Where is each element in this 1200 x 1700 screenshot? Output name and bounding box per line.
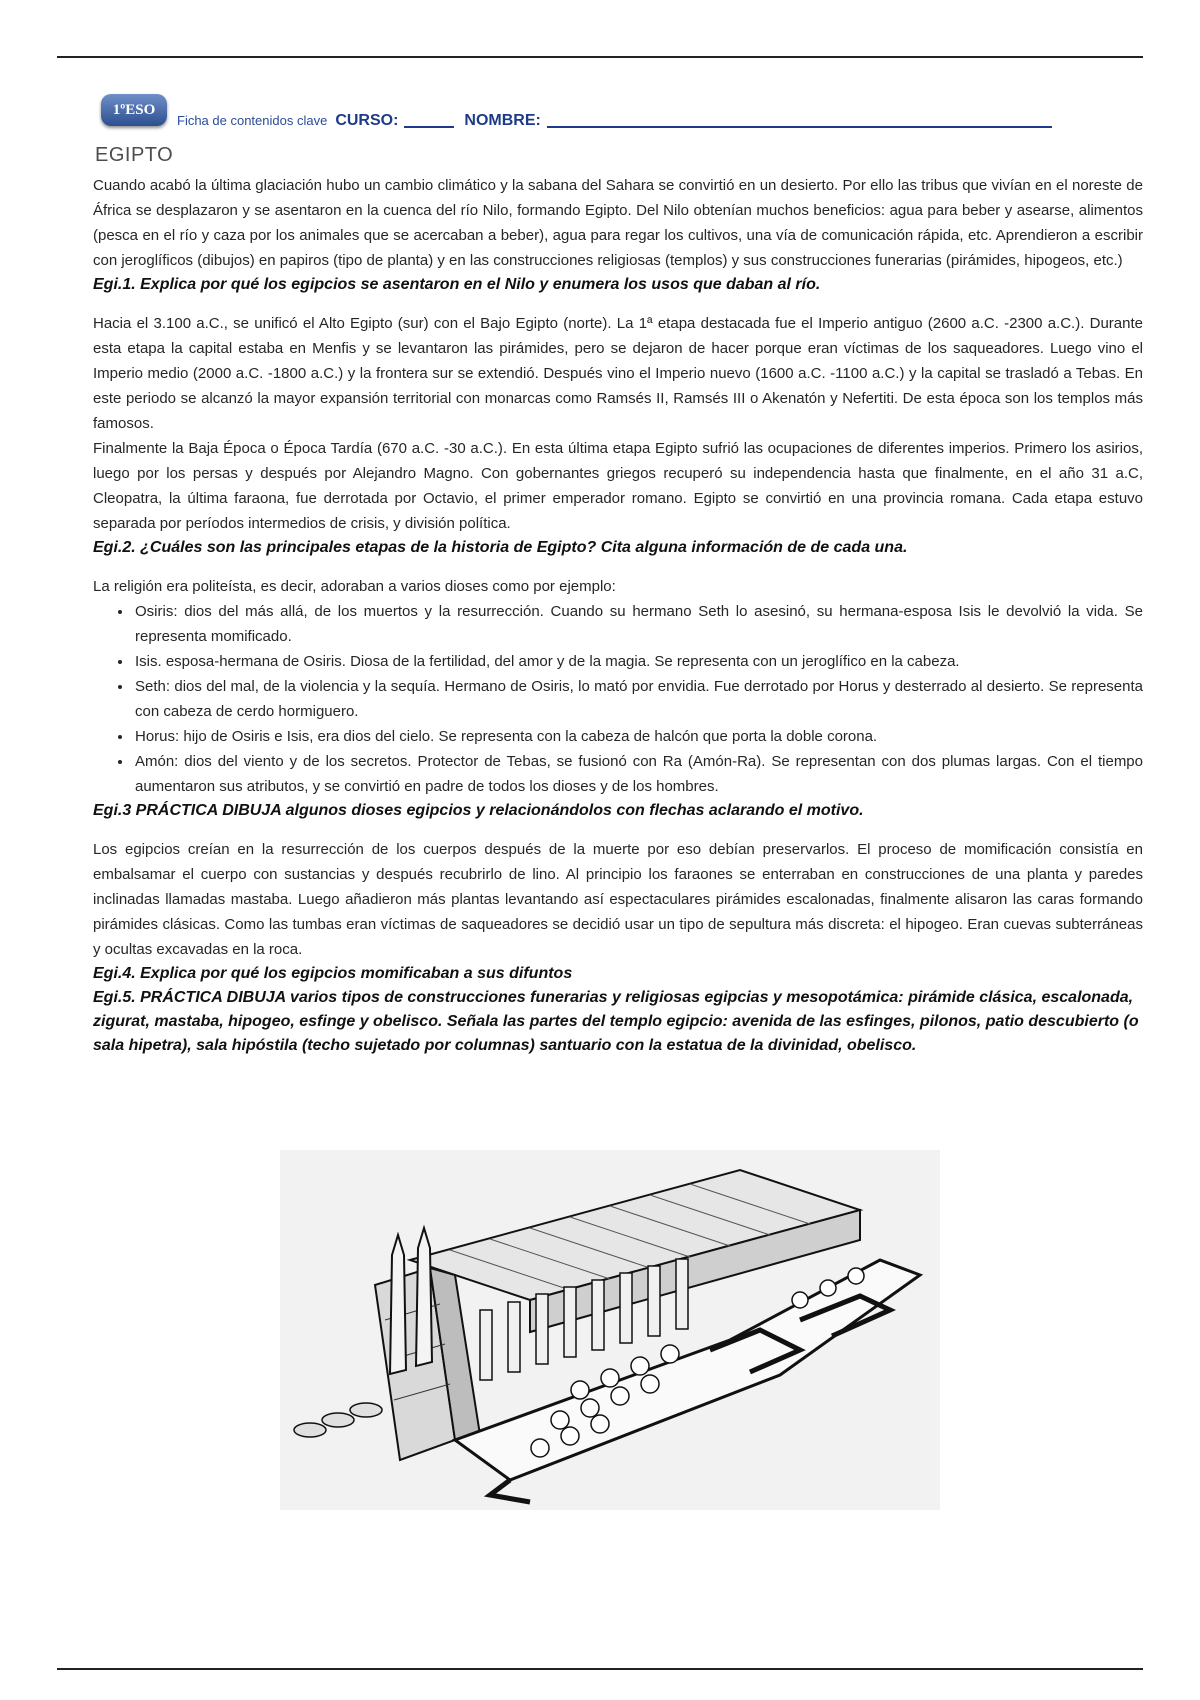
question-egi-3: Egi.3 PRÁCTICA DIBUJA algunos dioses egipcios y relacionándolos con flechas aclarando el motivo.: [93, 802, 864, 819]
nombre-label: NOMBRE:: [464, 112, 541, 129]
nombre-blank-field[interactable]: [547, 112, 1052, 128]
course-badge: 1ºESO: [101, 94, 167, 126]
history-paragraph-1: Hacia el 3.100 a.C., se unificó el Alto Egipto (sur) con el Bajo Egipto (norte). La 1ª etapa destacada fue el Imperio antiguo (2600 a.C. -2300 a.C.). Durante esta etapa la capital estaba en Menfis y se levantaron las pirámides, pero se dejaron de hacer porque eran víctimas de los saqueadores. Luego vino el Imperio medio (2000 a.C. -1800 a.C.) y la frontera sur se extendió. Después vino el Imperio nuevo (1600 a.C. -1100 a.C.) y la capital se trasladó a Tebas. En este periodo se alcanzó la mayor expansión territorial con monarcas como Ramsés II, Ramsés III o Akenatón y Nefertiti. De esta época son los templos más famosos.: [93, 315, 1143, 432]
bottom-rule: [57, 1668, 1143, 1670]
list-item-horus: • Horus: hijo de Osiris e Isis, era dios del cielo. Se representa con la cabeza de halcón que porta la doble corona.: [133, 724, 1143, 749]
question-egi-1: Egi.1. Explica por qué los egipcios se asentaron en el Nilo y enumera los usos que daban al río.: [93, 276, 821, 293]
list-item-osiris: • Osiris: dios del más allá, de los muertos y la resurrección. Cuando su hermano Seth lo asesinó, su hermana-esposa Isis le devolvió la vida. Se representa momificado.: [133, 599, 1143, 649]
ficha-label: Ficha de contenidos clave: [177, 113, 328, 128]
list-item-amon: • Amón: dios del viento y de los secretos. Protector de Tebas, se fusionó con Ra (Amón-Ra). Se representan con dos plumas largas. Con el tiempo aumentaron sus atributos, y se convirtió en padre de todos los dioses y de los hombres.: [133, 749, 1143, 799]
worksheet-header: [93, 90, 1143, 136]
curso-label: CURSO:: [335, 112, 399, 129]
question-egi-5: Egi.5. PRÁCTICA DIBUJA varios tipos de construcciones funerarias y religiosas egipcias y mesopotámica: pirámide clásica, escalonada, zigurat, mastaba, hipogeo, esfinge y obelisco. Señala las partes del templo egipcio: avenida de las esfinges, pilonos, patio descubierto (o sala hipetra), sala hipóstila (techo sujetado por columnas) santuario con la estatua de la divinidad, obelisco.: [93, 989, 1139, 1054]
worksheet-page: [93, 90, 1143, 1072]
temple-cutaway-drawing: [280, 1150, 940, 1510]
question-egi-4: Egi.4. Explica por qué los egipcios momificaban a sus difuntos: [93, 965, 573, 982]
question-egi-2: Egi.2. ¿Cuáles son las principales etapas de la historia de Egipto? Cita alguna información de de cada una.: [93, 539, 908, 556]
gods-list: [93, 599, 1143, 799]
intro-paragraph: Cuando acabó la última glaciación hubo un cambio climático y la sabana del Sahara se convirtió en un desierto. Por ello las tribus que vivían en el noreste de África se desplazaron y se asentaron en la cuenca del río Nilo, formando Egipto. Del Nilo obtenían muchos beneficios: agua para beber y asearse, alimentos (pesca en el río y caza por los animales que se acercaban a beber), agua para regar los cultivos, una vía de comunicación rápida, etc. Aprendieron a escribir con jeroglíficos (dibujos) en papiros (tipo de planta) y en las construcciones religiosas (templos) y sus construcciones funerarias (pirámides, hipogeos, etc.): [93, 177, 1143, 269]
top-rule: [57, 56, 1143, 58]
list-item-seth: • Seth: dios del mal, de la violencia y la sequía. Hermano de Osiris, lo mató por envidia. Fue derrotado por Horus y desterrado al desierto. Se representa con cabeza de cerdo hormiguero.: [133, 674, 1143, 724]
history-paragraph-2: Finalmente la Baja Época o Época Tardía (670 a.C. -30 a.C.). En esta última etapa Egipto sufrió las ocupaciones de diferentes imperios. Primero los asirios, luego por los persas y después por Alejandro Magno. Con gobernantes griegos recuperó su independencia hasta que finalmente, en el año 31 a.C, Cleopatra, la última faraona, fue derrotada por Octavio, el primer emperador romano. Egipto se convirtió en una provincia romana. Cada etapa estuvo separada por períodos intermedios de crisis, y división política.: [93, 440, 1143, 532]
curso-blank-field[interactable]: [404, 112, 454, 128]
burial-paragraph: Los egipcios creían en la resurrección de los cuerpos después de la muerte por eso debían preservarlos. El proceso de momificación consistía en embalsamar el cuerpo con sustancias y después recubrirlo de lino. Al principio los faraones se enterraban en construcciones de una planta y paredes inclinadas llamadas mastaba. Luego añadieron más plantas levantando así espectaculares pirámides escalonadas, finalmente alisaron las caras formando pirámides clásicas. Como las tumbas eran víctimas de saqueadores se decidió usar un tipo de sepultura más discreta: el hipogeo. Eran cuevas subterráneas y ocultas excavadas en la roca.: [93, 841, 1143, 958]
page-title: EGIPTO: [95, 144, 174, 166]
list-item-isis: • Isis. esposa-hermana de Osiris. Diosa de la fertilidad, del amor y de la magia. Se representa con un jeroglífico en la cabeza.: [133, 649, 1143, 674]
temple-illustration: [280, 1150, 940, 1510]
religion-intro: La religión era politeísta, es decir, adoraban a varios dioses como por ejemplo:: [93, 578, 616, 595]
